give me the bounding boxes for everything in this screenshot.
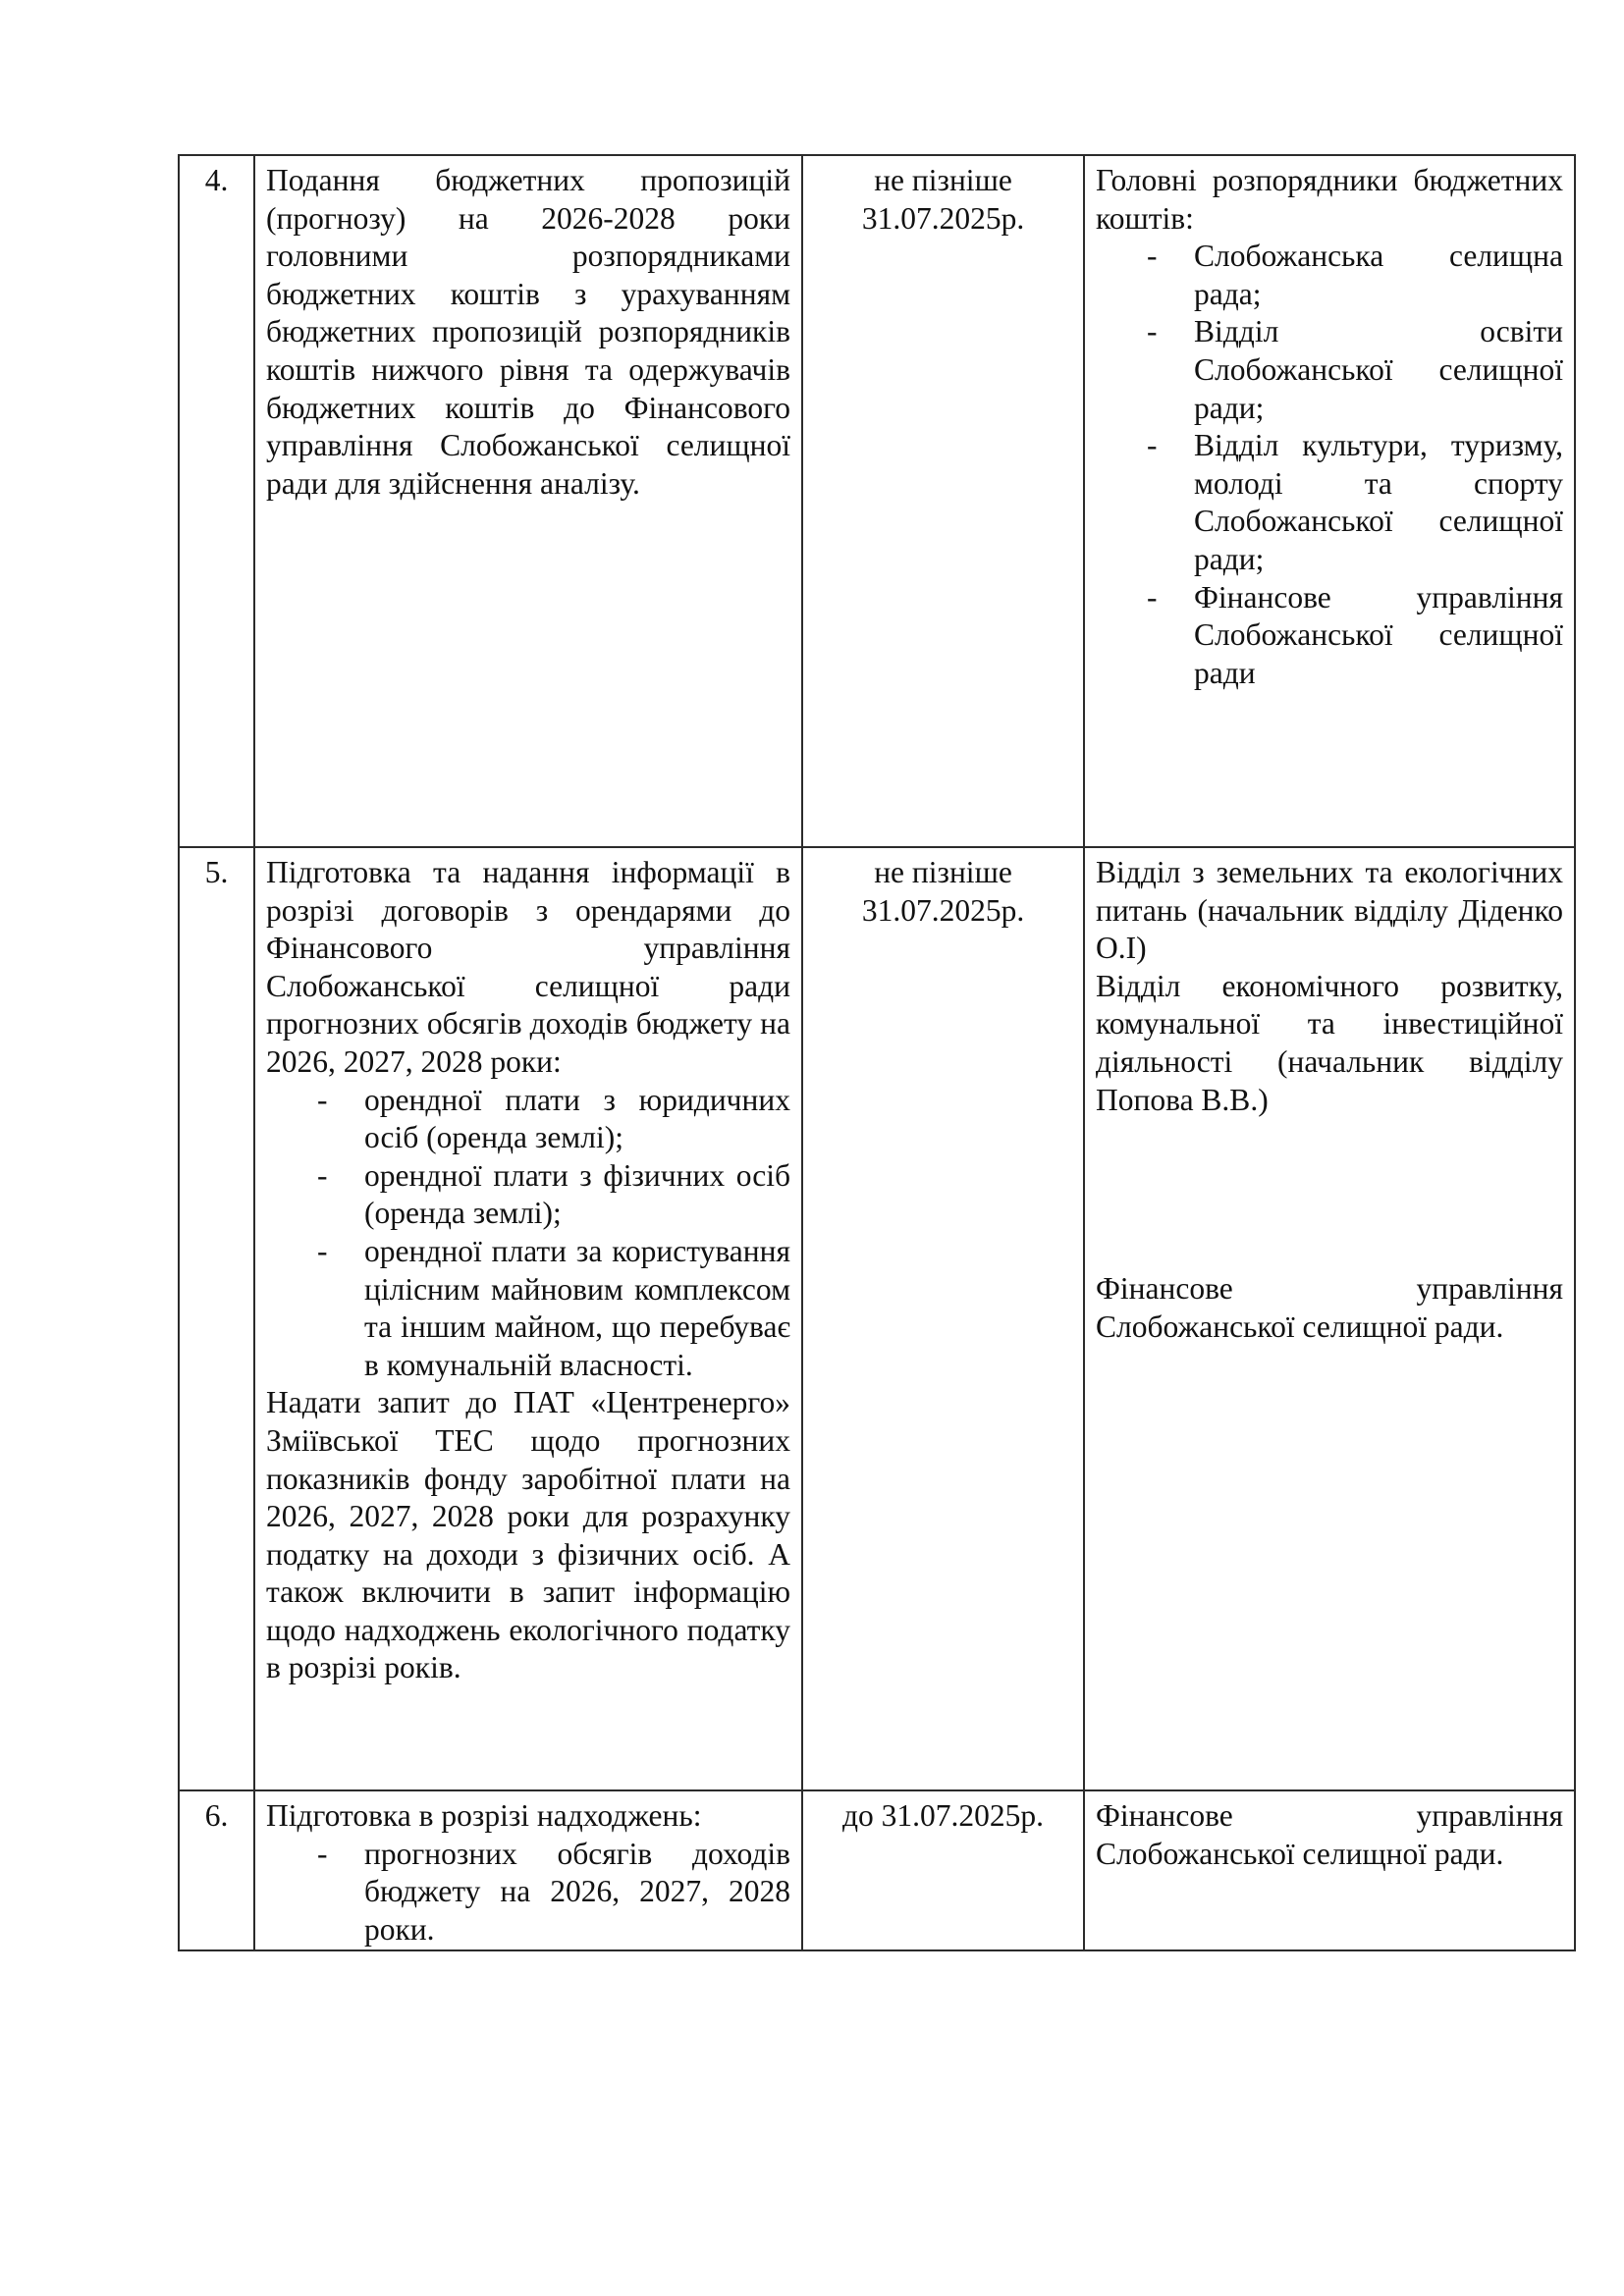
deadline-cell xyxy=(802,847,1084,1790)
responsible-cell xyxy=(1084,155,1575,847)
list-item xyxy=(1096,427,1563,578)
row-number: 6. xyxy=(179,1790,254,1950)
responsible-text: Відділ з земельних та екологічних питань (начальник відділу Діденко О.І) xyxy=(1096,855,1563,966)
row-number: 5. xyxy=(179,847,254,1790)
list-item xyxy=(266,1233,790,1384)
list-item-text: орендної плати з юридичних осіб (оренда землі); xyxy=(364,1082,790,1155)
row-number: 4. xyxy=(179,155,254,847)
deadline-line: не пізніше xyxy=(874,855,1012,889)
list-item-text: Слобожанська селищна рада; xyxy=(1194,239,1563,311)
list-item-text: Фінансове управління Слобожанської селищної ради xyxy=(1194,579,1563,690)
list-item-text: Відділ культури, туризму, молоді та спорту Слобожанської селищної ради; xyxy=(1194,428,1563,576)
bullet-dash: - xyxy=(1147,579,1158,614)
responsible-intro: Головні розпорядники бюджетних коштів: xyxy=(1096,163,1563,236)
table-row xyxy=(179,1790,1575,1950)
responsible-cell xyxy=(1084,1790,1575,1950)
list-item xyxy=(266,1082,790,1157)
bullet-dash: - xyxy=(317,1157,328,1193)
deadline-cell xyxy=(802,1790,1084,1950)
action-text: Подання бюджетних пропозицій (прогнозу) на 2026-2028 роки головними розпорядниками бюджетних коштів з урахуванням бюджетних пропозицій розпорядників коштів нижчого рівня та одержувачів бюджетних коштів до Фінансового управління Слобожанської селищної ради для здійснення аналізу. xyxy=(266,163,790,501)
deadline-date: до 31.07.2025р. xyxy=(841,1798,1045,1833)
list-item-text: орендної плати за користування цілісним майновим комплексом та іншим майном, що перебуває в комунальній власності. xyxy=(364,1233,790,1382)
table-row xyxy=(179,847,1575,1790)
deadline-date: 31.07.2025р. xyxy=(861,892,1025,928)
action-cell xyxy=(254,847,802,1790)
responsible-text: Відділ економічного розвитку, комунальної та інвестиційної діяльності (начальник відділу Попова В.В.) xyxy=(1096,968,1563,1117)
bullet-dash: - xyxy=(317,1233,328,1268)
responsible-list xyxy=(1096,238,1563,692)
list-item xyxy=(1096,579,1563,693)
list-item xyxy=(1096,313,1563,427)
list-item-text: орендної плати з фізичних осіб (оренда землі); xyxy=(364,1157,790,1231)
action-intro: Підготовка в розрізі надходжень: xyxy=(266,1798,702,1833)
action-intro: Підготовка та надання інформації в розрізі договорів з орендарями до Фінансового управління Слобожанської селищної ради прогнозних обсягів доходів бюджету на 2026, 2027, 2028 роки: xyxy=(266,855,790,1079)
bullet-dash: - xyxy=(1147,239,1158,274)
bullet-dash: - xyxy=(1147,314,1158,349)
list-item xyxy=(266,1157,790,1233)
deadline-cell xyxy=(802,155,1084,847)
bullet-dash: - xyxy=(317,1836,328,1871)
deadline-date: 31.07.2025р. xyxy=(861,200,1025,236)
budget-plan-table xyxy=(178,154,1576,1951)
list-item xyxy=(266,1836,790,1949)
responsible-cell xyxy=(1084,847,1575,1790)
list-item-text: Відділ освіти Слобожанської селищної ради; xyxy=(1194,314,1563,425)
list-item-text: прогнозних обсягів доходів бюджету на 2026, 2027, 2028 роки. xyxy=(364,1836,790,1947)
responsible-text: Фінансове управління Слобожанської селищної ради. xyxy=(1096,1798,1563,1871)
bullet-dash: - xyxy=(317,1082,328,1117)
action-cell xyxy=(254,1790,802,1950)
table-row xyxy=(179,155,1575,847)
action-cell xyxy=(254,155,802,847)
bullet-dash: - xyxy=(1147,428,1158,463)
spacer xyxy=(1096,1119,1563,1270)
responsible-text: Фінансове управління Слобожанської селищної ради. xyxy=(1096,1271,1563,1344)
deadline-line: не пізніше xyxy=(874,163,1012,197)
action-outro: Надати запит до ПАТ «Центренерго» Зміївської ТЕС щодо прогнозних показників фонду заробітної плати на 2026, 2027, 2028 роки для розрахунку податку на доходи з фізичних осіб. А також включити в запит інформацію щодо надходжень екологічного податку в розрізі років. xyxy=(266,1385,790,1685)
list-item xyxy=(1096,238,1563,313)
action-list xyxy=(266,1082,790,1385)
action-list xyxy=(266,1836,790,1949)
